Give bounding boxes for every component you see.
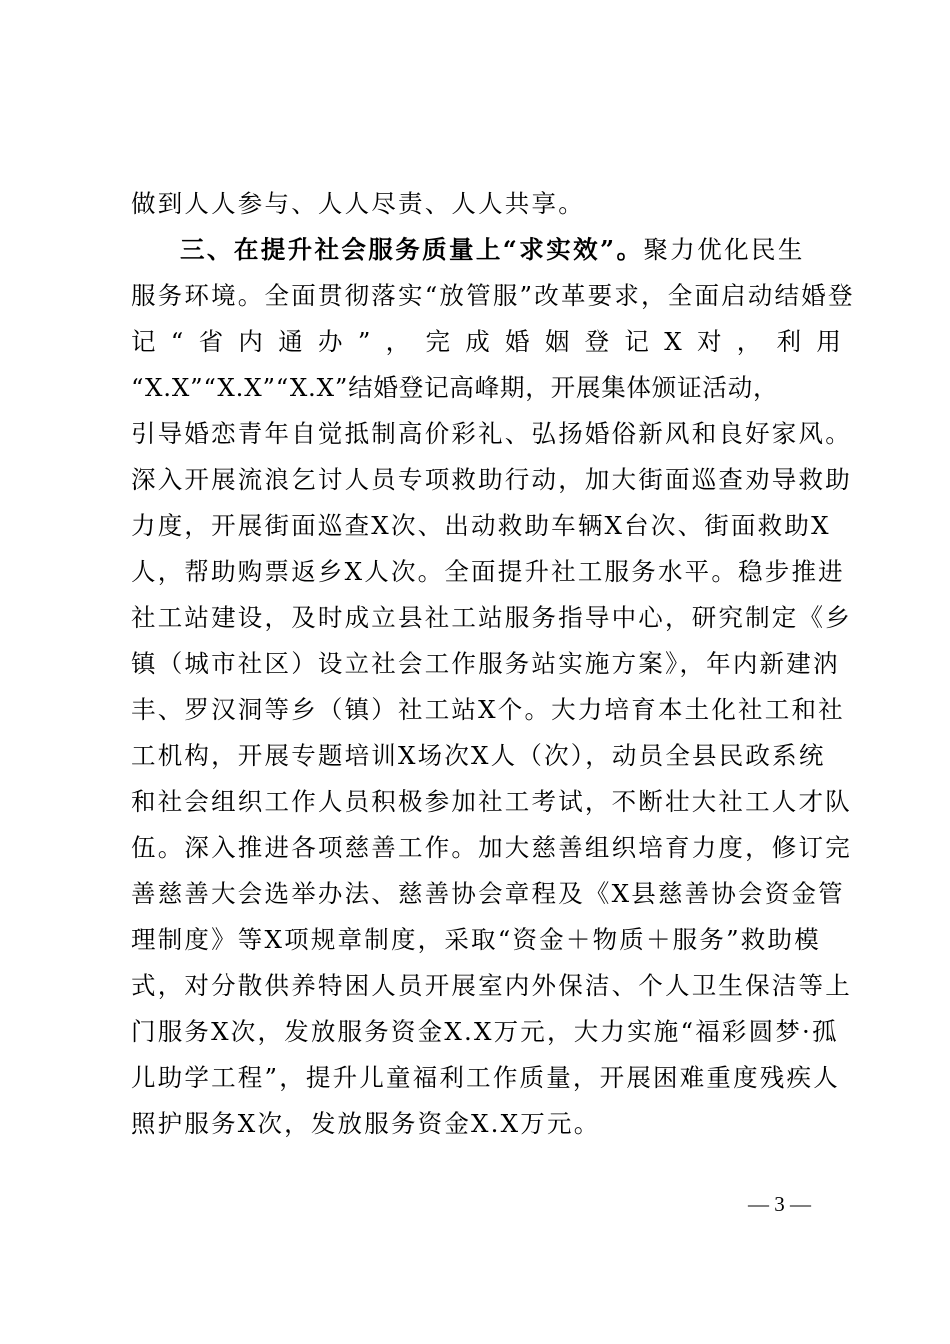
body-line-9: 人，帮助购票返乡X人次。全面提升社工服务水平。稳步推进 [131,557,845,586]
body-line-12: 丰、罗汉洞等乡（镇）社工站X个。大力培育本土化社工和社 [131,695,845,724]
body-line-18: 式，对分散供养特困人员开展室内外保洁、个人卫生保洁等上 [131,971,852,1000]
char: 用 [816,327,841,356]
section-number: 三、 [180,235,234,264]
body-line-17: 理制度》等X项规章制度，采取“资金＋物质＋服务”救助模 [131,925,821,954]
body-line-5: “X.X”“X.X”“X.X”结婚登记高峰期，开展集体颁证活动， [131,373,779,402]
page-number: — 3 — [748,1192,811,1216]
char: 登 [584,327,610,356]
char: “ [170,327,184,356]
section-heading-line [180,234,805,266]
body-line-21: 照护服务X次，发放服务资金X.X万元。 [131,1109,601,1138]
body-line-14: 和社会组织工作人员积极参加社工考试，不断壮大社工人才队 [131,787,852,816]
char: ， [385,327,411,356]
char: ， [736,327,762,356]
body-line-6: 引导婚恋青年自觉抵制高价彩礼、弘扬婚俗新风和良好家风。 [131,419,852,448]
body-line-11: 镇（城市社区）设立社会工作服务站实施方案》，年内新建汭 [131,649,840,678]
section-intro: 聚力优化民生 [643,235,805,264]
char: 省 [198,327,224,356]
body-line-15: 伍。深入推进各项慈善工作。加大慈善组织培育力度，修订完 [131,833,852,862]
body-line-1: 做到人人参与、人人尽责、人人共享。 [131,189,585,218]
char: 完 [425,327,450,356]
char: 内 [238,327,263,356]
char: 成 [465,327,490,356]
char: ” [357,327,371,356]
char: 姻 [544,327,570,356]
char: 通 [278,327,303,356]
char: 利 [776,327,802,356]
char: 婚 [505,327,530,356]
body-line-13: 工机构，开展专题培训X场次X人（次），动员全县民政系统 [131,741,826,770]
body-line-10: 社工站建设，及时成立县社工站服务指导中心，研究制定《乡 [131,603,852,632]
section-heading: 在提升社会服务质量上“求实效”。 [233,235,644,264]
body-line-20: 儿助学工程”，提升儿童福利工作质量，开展困难重度残疾人 [131,1063,840,1092]
body-line-7: 深入开展流浪乞讨人员专项救助行动，加大街面巡查劝导救助 [131,465,852,494]
char: 办 [318,327,343,356]
body-line-4 [131,326,841,358]
body-line-19: 门服务X次，发放服务资金X.X万元，大力实施“福彩圆梦·孤 [131,1017,839,1046]
body-line-3: 服务环境。全面贯彻落实“放管服”改革要求，全面启动结婚登 [131,281,855,310]
body-line-8: 力度，开展街面巡查X次、出动救助车辆X台次、街面救助X [131,511,831,540]
char: X [664,327,682,356]
body-line-16: 善慈善大会选举办法、慈善协会章程及《X县慈善协会资金管 [131,879,845,908]
char: 对 [696,327,722,356]
char: 记 [131,327,156,356]
char: 记 [624,327,649,356]
